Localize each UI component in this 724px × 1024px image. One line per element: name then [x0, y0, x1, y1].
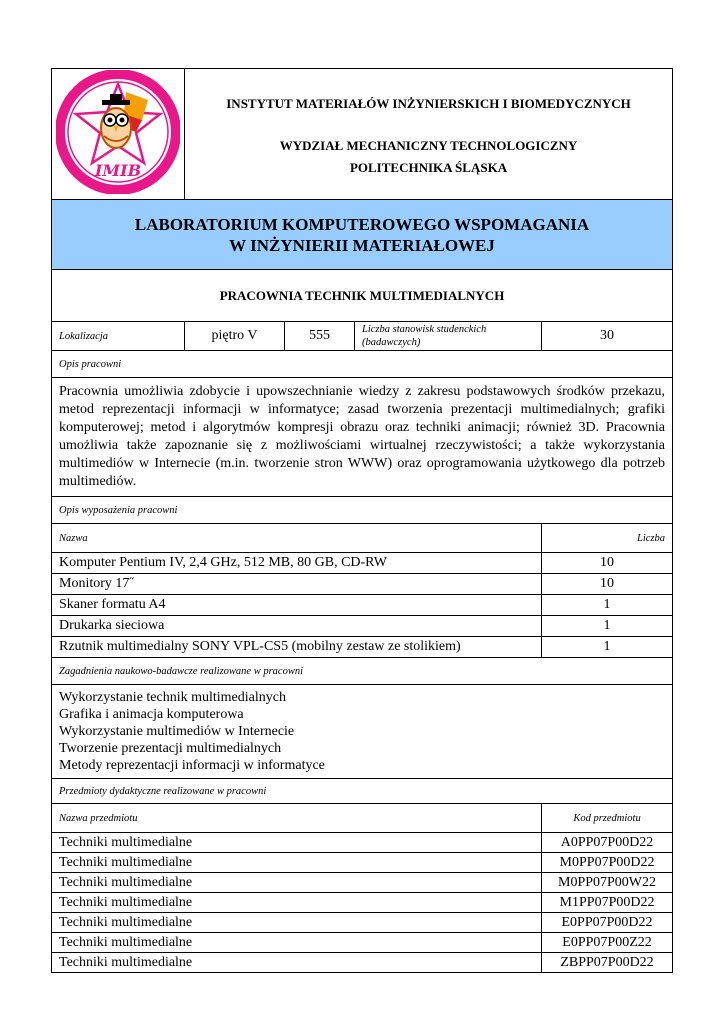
research-list [52, 685, 673, 779]
logo-cell [52, 69, 185, 200]
course-row [52, 853, 673, 873]
equipment-count: 10 [542, 574, 673, 595]
course-code: M1PP07P00D22 [542, 893, 673, 913]
research-item: Metody reprezentacji informacji w informatyce [59, 758, 325, 773]
equipment-row [52, 595, 673, 616]
equipment-label: Opis wyposażenia pracowni [52, 497, 673, 524]
faculty-name: WYDZIAŁ MECHANICZNY TECHNOLOGICZNY [279, 138, 578, 153]
course-code: M0PP07P00D22 [542, 853, 673, 873]
institute-logo [56, 70, 180, 194]
equipment-count: 1 [542, 616, 673, 637]
course-code: ZBPP07P00D22 [542, 953, 673, 973]
lab-table [51, 68, 673, 973]
course-code: E0PP07P00D22 [542, 913, 673, 933]
equipment-col-name: Nazwa [52, 524, 542, 553]
equipment-name: Drukarka sieciowa [52, 616, 542, 637]
lab-sheet [51, 68, 672, 973]
university-name: POLITECHNIKA ŚLĄSKA [349, 160, 508, 175]
lab-title-line2: W INŻYNIERII MATERIAŁOWEJ [229, 235, 495, 255]
header-titles [185, 69, 673, 200]
lab-title-line1: LABORATORIUM KOMPUTEROWEGO WSPOMAGANIA [134, 214, 590, 234]
equipment-name: Monitory 17˝ [52, 574, 542, 595]
location-label: Lokalizacja [52, 322, 185, 351]
research-label: Zagadnienia naukowo-badawcze realizowane w pracowni [52, 658, 673, 685]
equipment-name: Skaner formatu A4 [52, 595, 542, 616]
research-item: Tworzenie prezentacji multimedialnych [59, 741, 282, 756]
location-floor: piętro V [185, 322, 285, 351]
equipment-name: Rzutnik multimedialny SONY VPL-CS5 (mobilny zestaw ze stolikiem) [52, 637, 542, 658]
institute-name: INSTYTUT MATERIAŁÓW INŻYNIERSKICH I BIOMEDYCZNYCH [226, 96, 631, 111]
courses-col-name: Nazwa przedmiotu [52, 804, 542, 833]
course-code: A0PP07P00D22 [542, 833, 673, 853]
course-row [52, 913, 673, 933]
course-code: M0PP07P00W22 [542, 873, 673, 893]
equipment-count: 10 [542, 553, 673, 574]
description-text: Pracownia umożliwia zdobycie i upowszechnianie wiedzy z zakresu podstawowych środków przekazu, metod reprezentacji informacji w informatyce; zasad tworzenia prezentacji multimedialnych; grafiki komputerowej; metod i algorytmów kompresji obrazu oraz techniki animacji; również 3D. Pracownia umożliwia także zapoznanie się z możliwościami wirtualnej rzeczywistości; a także wykorzystania multimediów w Internecie (m.in. tworzenie stron WWW) oraz oprogramowania użytkowego dla potrzeb multimediów. [52, 378, 673, 497]
course-name: Techniki multimedialne [52, 953, 542, 973]
equipment-row [52, 574, 673, 595]
equipment-count: 1 [542, 595, 673, 616]
course-row [52, 893, 673, 913]
course-name: Techniki multimedialne [52, 893, 542, 913]
research-item: Wykorzystanie technik multimedialnych [59, 690, 286, 705]
course-name: Techniki multimedialne [52, 853, 542, 873]
course-row [52, 873, 673, 893]
equipment-col-count: Liczba [542, 524, 673, 553]
course-row [52, 953, 673, 973]
course-code: E0PP07P00Z22 [542, 933, 673, 953]
course-row [52, 833, 673, 853]
lab-title [52, 200, 673, 270]
seats-label: Liczba stanowisk studenckich (badawczych) [355, 322, 542, 351]
equipment-name: Komputer Pentium IV, 2,4 GHz, 512 MB, 80 GB, CD-RW [52, 553, 542, 574]
room-title: PRACOWNIA TECHNIK MULTIMEDIALNYCH [52, 270, 673, 322]
courses-col-code: Kod przedmiotu [542, 804, 673, 833]
course-row [52, 933, 673, 953]
equipment-row [52, 553, 673, 574]
course-name: Techniki multimedialne [52, 873, 542, 893]
seats-count: 30 [542, 322, 673, 351]
equipment-row [52, 616, 673, 637]
equipment-count: 1 [542, 637, 673, 658]
courses-label: Przedmioty dydaktyczne realizowane w pracowni [52, 779, 673, 804]
location-room: 555 [285, 322, 355, 351]
course-name: Techniki multimedialne [52, 933, 542, 953]
research-item: Wykorzystanie multimediów w Internecie [59, 724, 295, 739]
course-name: Techniki multimedialne [52, 913, 542, 933]
logo-text: IMIB [94, 160, 142, 180]
equipment-row [52, 637, 673, 658]
course-name: Techniki multimedialne [52, 833, 542, 853]
description-label: Opis pracowni [52, 351, 673, 378]
research-item: Grafika i animacja komputerowa [59, 707, 244, 722]
